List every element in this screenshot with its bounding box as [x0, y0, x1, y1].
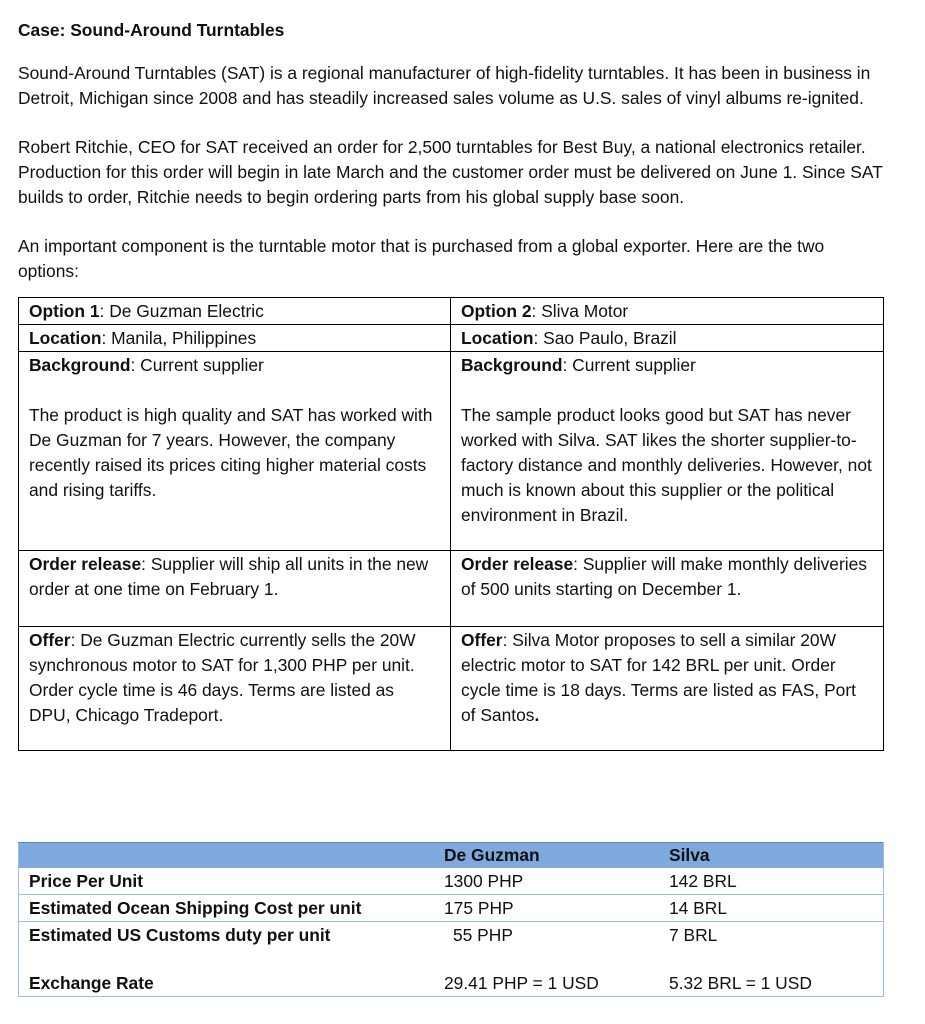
cost-comparison-table [18, 842, 884, 997]
row-label: Estimated Ocean Shipping Cost per unit [19, 895, 435, 922]
option2-order-release-cell: Order release: Supplier will make monthly deliveries of 500 units starting on December 1. [451, 551, 884, 627]
option1-name-cell: Option 1: De Guzman Electric [19, 298, 451, 325]
silva-value: 142 BRL [659, 868, 884, 895]
de-guzman-value: 1300 PHP [434, 868, 659, 895]
component-paragraph: An important component is the turntable motor that is purchased from a global exporter. Here are the two options: [18, 236, 825, 281]
intro-paragraph: Sound-Around Turntables (SAT) is a regional manufacturer of high-fidelity turntables. It has been in business in Detroit, Michigan since 2008 and has steadily increased sales volume as U.S. sales of vinyl albums re-ignited. [18, 63, 871, 108]
option1-background-cell: Background: Current supplier The product is high quality and SAT has worked with De Guzman for 7 years. However, the company recently raised its prices citing higher material costs and rising tariffs. [19, 352, 451, 551]
options-table [18, 297, 884, 751]
header-blank [19, 843, 435, 869]
option1-location-cell: Location: Manila, Philippines [19, 325, 451, 352]
table-row [19, 922, 884, 949]
de-guzman-value: 175 PHP [434, 895, 659, 922]
silva-value: 7 BRL [659, 922, 884, 949]
option2-description: The sample product looks good but SAT has never worked with Silva. SAT likes the shorter supplier-to-factory distance and monthly deliveries. However, not much is known about this supplier or the political environment in Brazil. [461, 405, 872, 525]
option1-offer-cell: Offer: De Guzman Electric currently sells the 20W synchronous motor to SAT for 1,300 PHP per unit. Order cycle time is 46 days. Terms are listed as DPU, Chicago Tradeport. [19, 627, 451, 751]
case-title: Case: Sound-Around Turntables [18, 20, 285, 40]
de-guzman-value: 55 PHP [453, 924, 513, 945]
spacer-row [19, 948, 884, 970]
row-label: Price Per Unit [19, 868, 435, 895]
cost-table-header [19, 843, 884, 869]
silva-exchange-rate: 5.32 BRL = 1 USD [659, 970, 884, 997]
exchange-rate-row [19, 970, 884, 997]
header-silva: Silva [659, 843, 884, 869]
row-label: Estimated US Customs duty per unit [19, 922, 435, 949]
option1-order-release-cell: Order release: Supplier will ship all units in the new order at one time on February 1. [19, 551, 451, 627]
option2-background-cell: Background: Current supplier The sample product looks good but SAT has never worked with Silva. SAT likes the shorter supplier-to-factory distance and monthly deliveries. However, not much is known about this supplier or the political environment in Brazil. [451, 352, 884, 551]
option2-name-cell: Option 2: Sliva Motor [451, 298, 884, 325]
row-label: Exchange Rate [19, 970, 435, 997]
de-guzman-exchange-rate: 29.41 PHP = 1 USD [434, 970, 659, 997]
table-row [19, 895, 884, 922]
silva-value: 14 BRL [659, 895, 884, 922]
header-de-guzman: De Guzman [434, 843, 659, 869]
document-page [18, 18, 884, 993]
table-row [19, 868, 884, 895]
option2-location-cell: Location: Sao Paulo, Brazil [451, 325, 884, 352]
order-paragraph: Robert Ritchie, CEO for SAT received an order for 2,500 turntables for Best Buy, a national electronics retailer. Production for this order will begin in late March and the customer order must be delivered on June 1. Since SAT builds to order, Ritchie needs to begin ordering parts from his global supply base soon. [18, 137, 883, 207]
option2-offer-cell: Offer: Silva Motor proposes to sell a similar 20W electric motor to SAT for 142 BRL per unit. Order cycle time is 18 days. Terms are listed as FAS, Port of Santos. [451, 627, 884, 751]
option1-description: The product is high quality and SAT has worked with De Guzman for 7 years. However, the company recently raised its prices citing higher material costs and rising tariffs. [29, 405, 433, 500]
